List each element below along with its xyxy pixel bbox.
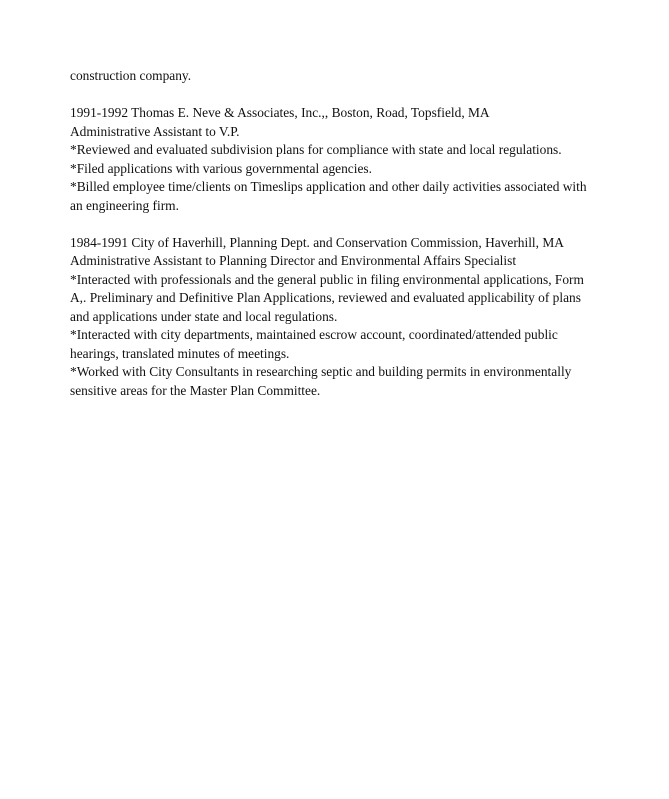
intro-line: construction company.: [70, 68, 192, 83]
job-bullet-continuation: A,. Preliminary and Definitive Plan Applications, reviewed and evaluated applicability of plans: [70, 290, 581, 305]
job-bullet-continuation: and applications under state and local regulations.: [70, 308, 338, 324]
job-entry-haverhill: [70, 234, 610, 401]
job-bullet-continuation: an engineering firm.: [70, 197, 179, 213]
job-bullet: *Interacted with professionals and the general public in filing environmental applications, Form: [70, 271, 584, 287]
job-bullet: *Reviewed and evaluated subdivision plans for compliance with state and local regulations.: [70, 142, 562, 157]
job-title: Administrative Assistant to Planning Director and Environmental Affairs Specialist: [70, 253, 517, 268]
paragraph-spacer: [70, 215, 610, 234]
document-body: [70, 67, 610, 400]
job-bullet: *Filed applications with various governmental agencies.: [70, 160, 372, 176]
job-bullet-continuation: sensitive areas for the Master Plan Committee.: [70, 382, 321, 398]
job-header: 1984-1991 City of Haverhill, Planning Dept. and Conservation Commission, Haverhill, MA: [70, 234, 564, 250]
job-header: 1991-1992 Thomas E. Neve & Associates, Inc.,, Boston, Road, Topsfield, MA: [70, 105, 490, 120]
job-title: Administrative Assistant to V.P.: [70, 123, 240, 139]
job-entry-neve: [70, 104, 610, 215]
paragraph-spacer: [70, 86, 610, 105]
job-bullet: *Interacted with city departments, maintained escrow account, coordinated/attended public: [70, 327, 558, 342]
job-bullet: *Billed employee time/clients on Timeslips application and other daily activities associated with: [70, 179, 587, 194]
job-bullet-continuation: hearings, translated minutes of meetings.: [70, 345, 290, 361]
job-bullet: *Worked with City Consultants in researching septic and building permits in environmentally: [70, 364, 572, 379]
